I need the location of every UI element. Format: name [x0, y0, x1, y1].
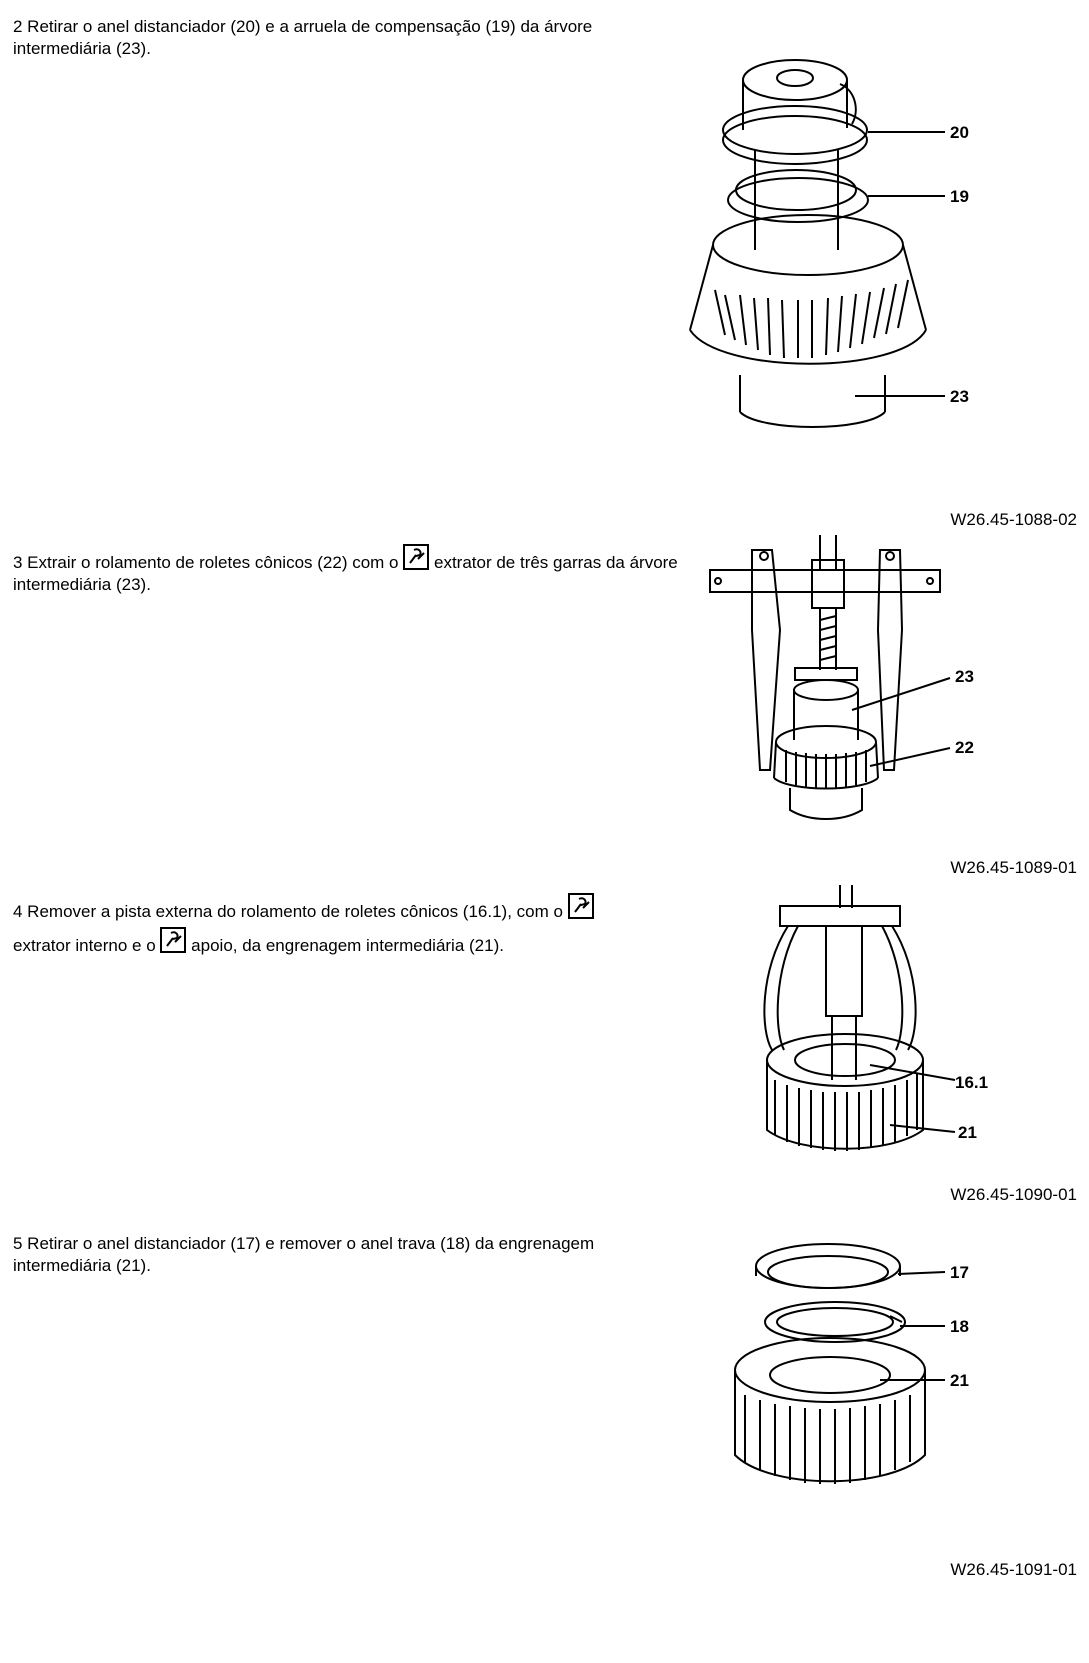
step-3-text-b: extrator de três garras da árvore intermediária (23). [13, 553, 678, 594]
step-4-text-a: 4 Remover a pista externa do rolamento de roletes cônicos (16.1), com o [13, 902, 563, 921]
figure-intermediate-shaft [680, 40, 1000, 440]
figure-code: W26.45-1088-02 [950, 510, 1077, 529]
label-22: 22 [955, 738, 974, 757]
label-21: 21 [958, 1123, 977, 1142]
label-21: 21 [950, 1371, 969, 1390]
figure-internal-puller [740, 880, 1030, 1160]
step-3-text [13, 544, 693, 596]
figure-gear-rings [720, 1230, 1020, 1500]
figure-code: W26.45-1091-01 [950, 1560, 1077, 1579]
label-19: 19 [950, 187, 969, 206]
step-4-text-b: extrator interno e o [13, 936, 156, 955]
special-tool-icon [160, 927, 186, 953]
step-4-text-c: apoio, da engrenagem intermediária (21). [191, 936, 504, 955]
figure-three-jaw-puller [690, 530, 1010, 820]
step-3-text-a: 3 Extrair o rolamento de roletes cônicos (22) com o [13, 553, 399, 572]
figure-code: W26.45-1090-01 [950, 1185, 1077, 1204]
special-tool-icon [568, 893, 594, 919]
label-16-1: 16.1 [955, 1073, 989, 1092]
step-2-text: 2 Retirar o anel distanciador (20) e a arruela de compensação (19) da árvore intermediária (23). [13, 17, 593, 58]
label-23: 23 [955, 667, 974, 686]
label-20: 20 [950, 123, 969, 142]
label-18: 18 [950, 1317, 969, 1336]
figure-code: W26.45-1089-01 [950, 858, 1077, 877]
label-17: 17 [950, 1263, 969, 1282]
label-23: 23 [950, 387, 969, 406]
step-4-text [13, 893, 693, 961]
special-tool-icon [403, 544, 429, 570]
step-5-text: 5 Retirar o anel distanciador (17) e remover o anel trava (18) da engrenagem intermediária (21). [13, 1234, 595, 1275]
